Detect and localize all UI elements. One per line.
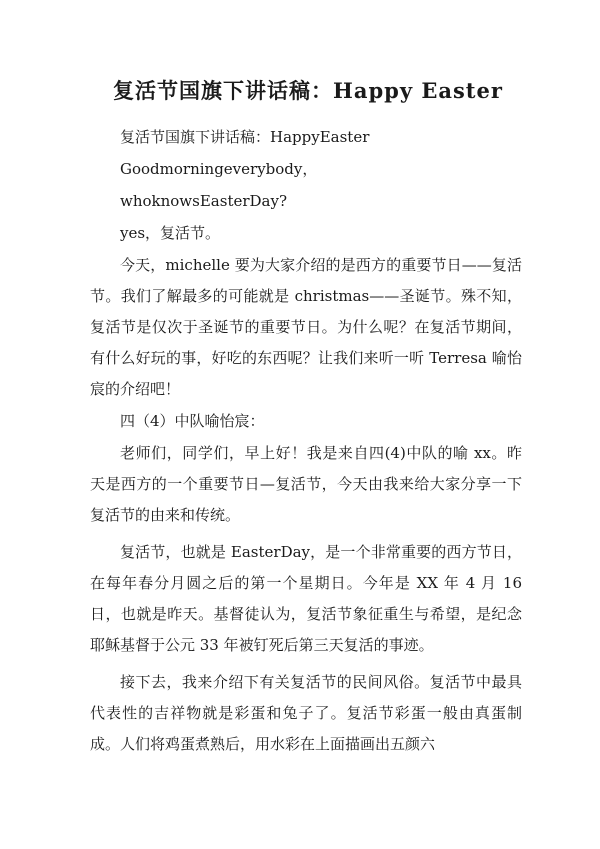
document-title: 复活节国旗下讲话稿：Happy Easter bbox=[113, 78, 503, 103]
paragraph-easter-day: 复活节，也就是 EasterDay，是一个非常重要的西方节日，在每年春分月圆之后的第一个星期日。今年是 XX 年 4 月 16 日，也就是昨天。基督徒认为，复活节象征重生与希望，是纪念耶稣基督于公元 33 年被钉死后第三天复活的事迹。 bbox=[90, 543, 522, 654]
paragraph-subtitle: 复活节国旗下讲话稿：HappyEaster bbox=[120, 128, 370, 146]
paragraph-answer: yes，复活节。 bbox=[120, 224, 221, 242]
paragraph-greeting: Goodmorningeverybody， bbox=[120, 160, 318, 178]
paragraph-opening: 老师们，同学们，早上好！我是来自四(4)中队的喻 xx。昨天是西方的一个重要节日—复活节，今天由我来给大家分享一下复活节的由来和传统。 bbox=[90, 444, 522, 524]
paragraph-question: whoknowsEasterDay? bbox=[120, 192, 287, 210]
paragraph-customs: 接下去，我来介绍下有关复活节的民间风俗。复活节中最具代表性的吉祥物就是彩蛋和兔子了。复活节彩蛋一般由真蛋制成。人们将鸡蛋煮熟后，用水彩在上面描画出五颜六 bbox=[90, 673, 522, 753]
paragraph-intro: 今天，michelle 要为大家介绍的是西方的重要节日——复活节。我们了解最多的可能就是 christmas——圣诞节。殊不知，复活节是仅次于圣诞节的重要节日。为什么呢？在复活节期间，有什么好玩的事，好吃的东西呢？让我们来听一听 Terresa 喻怡宸的介绍吧！ bbox=[90, 256, 522, 398]
paragraph-speaker: 四（4）中队喻怡宸： bbox=[120, 412, 265, 430]
